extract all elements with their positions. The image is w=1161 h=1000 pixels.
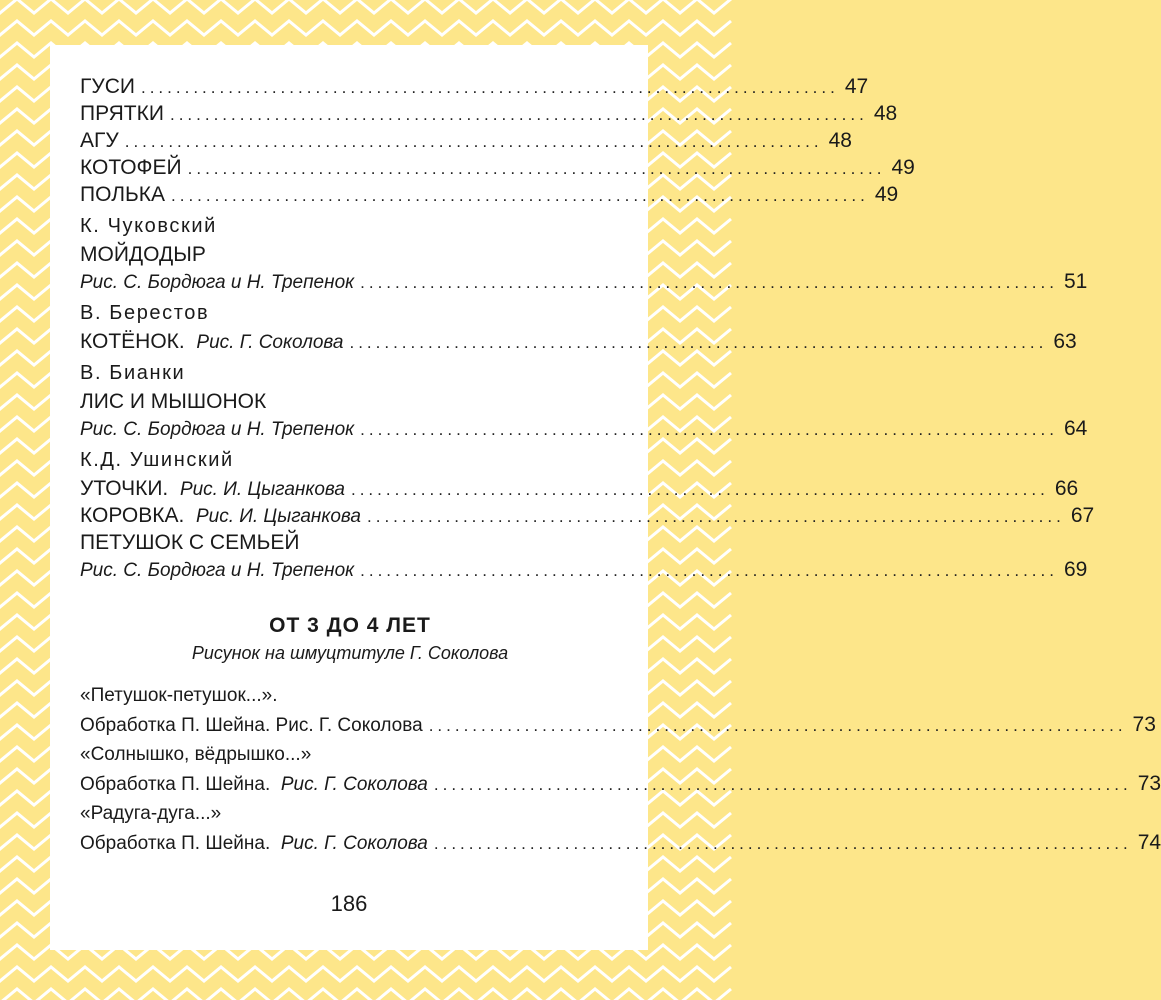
entry-title-with-illustrator xyxy=(80,328,343,356)
toc-entry xyxy=(80,181,899,208)
entry-page: 69 xyxy=(1063,558,1088,581)
book-page xyxy=(50,45,1161,950)
work-illustrator-row xyxy=(80,556,1088,583)
poem-adaptation: Обработка П. Шейна. xyxy=(80,774,271,795)
entry-title: ПРЯТКИ xyxy=(80,102,164,125)
dot-leader: ................................................................................ xyxy=(169,105,868,124)
section-subtitle: Рисунок на шмуцтитуле Г. Соколова xyxy=(191,643,509,663)
entry-page: 48 xyxy=(828,129,852,152)
work-title: КОРОВКА. xyxy=(80,504,185,527)
dot-leader: ................................................................................ xyxy=(360,273,1058,292)
table-of-contents xyxy=(80,73,1161,856)
entry-page: 49 xyxy=(874,183,899,206)
work-illustrator-row xyxy=(80,268,1088,295)
entry-page: 47 xyxy=(844,75,869,98)
zigzag-line xyxy=(0,0,731,13)
toc-entry xyxy=(80,502,1095,529)
entry-title: КОТОФЕЙ xyxy=(80,156,182,179)
dot-leader: ................................................................................ xyxy=(124,132,823,151)
work-title: УТОЧКИ. xyxy=(80,477,169,500)
work-illustrator: Рис. И. Цыганкова xyxy=(195,506,361,527)
poem-title: «Петушок-петушок...». xyxy=(80,685,278,706)
section-title: ОТ 3 ДО 4 ЛЕТ xyxy=(269,614,431,637)
entry-title: ГУСИ xyxy=(80,75,135,98)
poem-illustrator: Рис. Г. Соколова xyxy=(280,774,428,795)
poem-illustrator: Рис. Г. Соколова xyxy=(280,833,428,854)
poem-credit-row xyxy=(80,829,1161,856)
entry-page: 67 xyxy=(1070,504,1095,527)
poem-credit-row xyxy=(80,711,1156,738)
toc-entry xyxy=(80,73,869,100)
dot-leader: ................................................................................ xyxy=(140,78,839,97)
entry-title-with-illustrator xyxy=(80,502,361,530)
toc-entry xyxy=(80,127,852,154)
entry-page: 73 xyxy=(1132,713,1156,736)
poem-title: «Солнышко, вёдрышко...» xyxy=(80,744,312,765)
poem-credit xyxy=(80,830,428,857)
work-author: В. Берестов xyxy=(80,302,210,324)
entry-page: 73 xyxy=(1137,772,1161,795)
dot-leader: ................................................................................ xyxy=(367,507,1065,526)
poem-adaptation: Обработка П. Шейна. xyxy=(80,833,271,854)
poem-credit-row xyxy=(80,770,1161,797)
toc-entry xyxy=(80,328,1077,355)
entry-page: 51 xyxy=(1063,270,1088,293)
toc-entry xyxy=(80,475,1079,502)
dot-leader: ................................................................................ xyxy=(171,186,869,205)
work-title: МОЙДОДЫР xyxy=(80,243,206,266)
entry-page: 66 xyxy=(1054,477,1079,500)
poem-credit: Обработка П. Шейна. Рис. Г. Соколова xyxy=(80,715,423,736)
entry-page: 49 xyxy=(891,156,915,179)
zigzag-line xyxy=(0,967,731,981)
work-author: В. Бианки xyxy=(80,362,186,384)
entry-page: 64 xyxy=(1063,417,1088,440)
dot-leader: ................................................................................ xyxy=(433,775,1132,794)
work-illustrator: Рис. С. Бордюга и Н. Трепенок xyxy=(80,419,355,440)
toc-entry xyxy=(80,154,915,181)
poem-title: «Радуга-дуга...» xyxy=(80,803,222,824)
entry-title: ПОЛЬКА xyxy=(80,183,165,206)
entry-page: 63 xyxy=(1053,330,1077,353)
zigzag-line xyxy=(0,21,731,35)
work-author: К.Д. Ушинский xyxy=(80,449,234,471)
entry-title-with-illustrator xyxy=(80,475,345,503)
dot-leader: ................................................................................ xyxy=(187,159,886,178)
entry-page: 48 xyxy=(873,102,898,125)
dot-leader: ................................................................................ xyxy=(360,561,1058,580)
work-illustrator: Рис. Г. Соколова xyxy=(196,332,344,353)
work-illustrator-row xyxy=(80,415,1088,442)
dot-leader: ................................................................................ xyxy=(428,716,1127,735)
poem-credit xyxy=(80,771,428,798)
entry-title: АГУ xyxy=(80,129,119,152)
work-title: ЛИС И МЫШОНОК xyxy=(80,390,267,413)
entry-page: 74 xyxy=(1137,831,1161,854)
dot-leader: ................................................................................ xyxy=(350,480,1049,499)
work-illustrator: Рис. С. Бордюга и Н. Трепенок xyxy=(80,560,355,581)
dot-leader: ................................................................................ xyxy=(360,420,1058,439)
work-title: КОТЁНОК. xyxy=(80,330,185,353)
work-illustrator: Рис. И. Цыганкова xyxy=(179,479,345,500)
work-illustrator: Рис. С. Бордюга и Н. Трепенок xyxy=(80,272,355,293)
work-author: К. Чуковский xyxy=(80,215,217,237)
toc-entry xyxy=(80,100,898,127)
dot-leader: ................................................................................ xyxy=(433,834,1132,853)
page-number: 186 xyxy=(330,891,368,916)
zigzag-line xyxy=(0,989,731,1000)
dot-leader: ................................................................................ xyxy=(349,333,1048,352)
work-title: ПЕТУШОК С СЕМЬЕЙ xyxy=(80,531,300,554)
